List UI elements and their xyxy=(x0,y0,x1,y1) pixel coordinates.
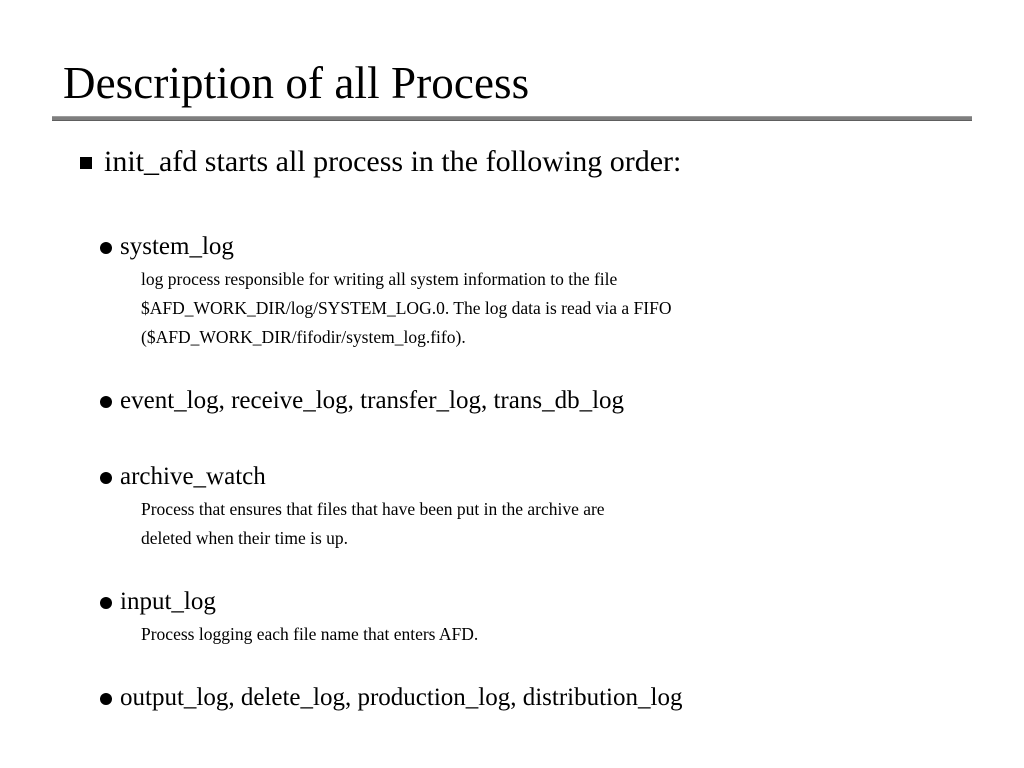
dot-bullet-icon xyxy=(100,693,112,705)
dot-bullet-icon xyxy=(100,597,112,609)
list-item-label: output_log, delete_log, production_log, distribution_log xyxy=(120,684,683,711)
page-title: Description of all Process xyxy=(63,58,530,108)
list-item-event-logs xyxy=(100,385,624,417)
list-item-head xyxy=(100,231,671,263)
list-item-description xyxy=(141,265,671,352)
description-line: Process that ensures that files that have been put in the archive are xyxy=(141,499,605,519)
description-line: log process responsible for writing all system information to the file xyxy=(141,269,618,289)
list-item-label: event_log, receive_log, transfer_log, trans_db_log xyxy=(120,387,625,414)
list-item-label: input_log xyxy=(120,588,216,615)
list-item-head xyxy=(100,682,682,714)
list-item-head xyxy=(100,586,478,618)
intro-text: init_afd starts all process in the following order: xyxy=(104,145,682,178)
list-item-input-log xyxy=(100,586,478,649)
intro-bullet-row xyxy=(80,142,681,182)
list-item-head xyxy=(100,461,605,493)
description-line: ($AFD_WORK_DIR/fifodir/system_log.fifo). xyxy=(141,327,466,347)
title-divider xyxy=(52,116,972,121)
list-item-output-logs xyxy=(100,682,682,714)
list-item-description xyxy=(141,495,605,553)
dot-bullet-icon xyxy=(100,242,112,254)
description-line: deleted when their time is up. xyxy=(141,528,349,548)
list-item-label: system_log xyxy=(120,233,234,260)
list-item-archive-watch xyxy=(100,461,605,553)
dot-bullet-icon xyxy=(100,396,112,408)
list-item-label: archive_watch xyxy=(120,463,266,490)
list-item-description xyxy=(141,620,478,649)
description-line: $AFD_WORK_DIR/log/SYSTEM_LOG.0. The log data is read via a FIFO xyxy=(141,298,672,318)
dot-bullet-icon xyxy=(100,472,112,484)
list-item-head xyxy=(100,385,624,417)
square-bullet-icon xyxy=(80,157,92,169)
list-item-system-log xyxy=(100,231,671,352)
description-line: Process logging each file name that enters AFD. xyxy=(141,624,479,644)
